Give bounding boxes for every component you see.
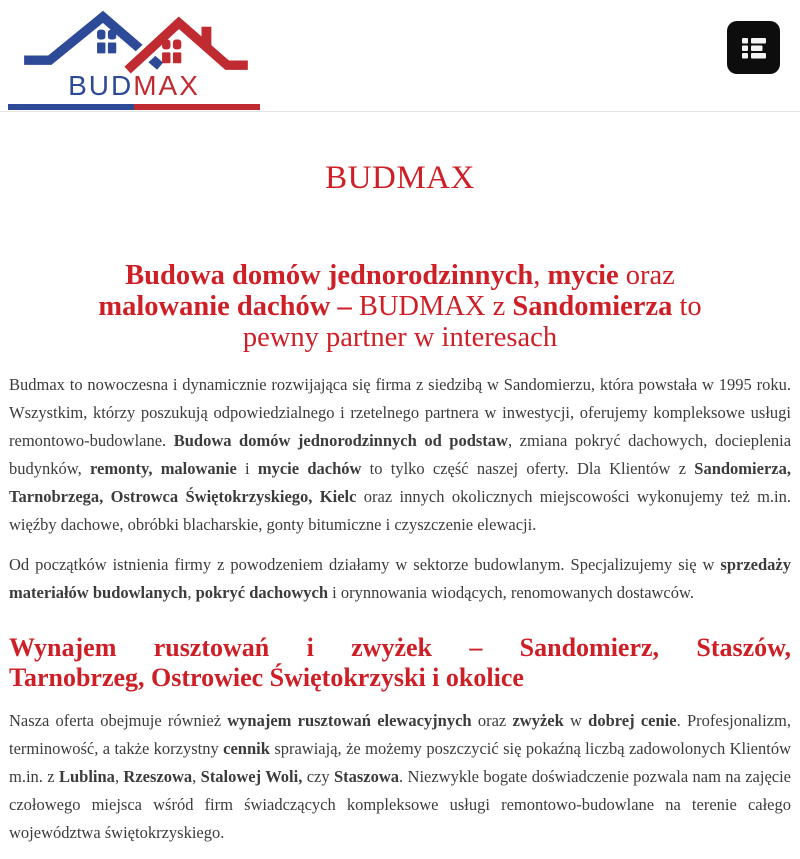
intro-paragraph: Budmax to nowoczesna i dynamicznie rozwijająca się firma z siedzibą w Sandomierzu, która powstała w 1995 roku. Wszystkim, którzy poszukują odpowiedzialnego i rzetelnego partnera w inwestycji, oferujemy kompleksowe usługi remontowo-budowlane. Budowa domów jednorodzinnych od podstaw, zmiana pokryć dachowych, docieplenia budynków, remonty, malowanie i mycie dachów to tylko część naszej oferty. Dla Klientów z Sandomierza, Tarnobrzega, Ostrowca Świętokrzyskiego, Kielc oraz innych okolicznych miejscowości wykonujemy też m.in. więźby dachowe, obróbki blacharskie, gonty bitumiczne i czyszczenie elewacji.	[9, 375, 792, 534]
logo-bar-red	[134, 104, 260, 110]
headline-line-3: pewny partner w interesach	[242, 322, 558, 353]
two-houses-icon	[18, 8, 250, 76]
rental-paragraph: Nasza oferta obejmuje również wynajem rusztowań elewacyjnych oraz zwyżek w dobrej cenie. Profesjonalizm, terminowość, a także korzystny cennik sprawiają, że możemy poszczycić się pokaźną liczbą zadowolonych Klientów m.in. z Lublina, Rzeszowa, Stalowej Woli, czy Staszowa. Niezwykle bogate doświadczenie pozwala nam na zajęcie czołowego miejsca wśród firm świadczących kompleksowe usługi remontowo-budowlane na terenie całego województwa świętokrzyskiego.	[9, 711, 791, 842]
headline-line-2: malowanie dachów – BUDMAX z Sandomierza to	[98, 291, 702, 322]
rental-heading-line-1: Wynajem rusztowań i zwyżek – Sandomierz, Staszów,	[9, 633, 791, 662]
page-title: BUDMAX	[325, 160, 475, 196]
sales-paragraph: Od początków istnienia firmy z powodzeniem działamy w sektorze budowlanym. Specjalizujemy się w sprzedaży materiałów budowlanych, pokryć dachowych i orynnowania wiodących, renomowanych dostawców.	[9, 555, 791, 602]
logo[interactable]	[8, 8, 260, 110]
main-headline	[40, 260, 760, 353]
rental-heading-line-2: Tarnobrzeg, Ostrowiec Świętokrzyski i okolice	[9, 662, 524, 692]
site-header	[0, 8, 800, 120]
headline-line-1: Budowa domów jednorodzinnych, mycie oraz	[125, 260, 675, 291]
logo-color-bar	[8, 104, 260, 110]
logo-bar-blue	[8, 104, 134, 110]
logo-wordmark-bud: BUD	[68, 70, 134, 101]
logo-wordmark-max: MAX	[133, 70, 200, 101]
rental-section-heading	[9, 633, 791, 692]
list-menu-icon	[740, 34, 768, 62]
menu-button[interactable]	[727, 21, 780, 74]
logo-wordmark	[8, 72, 260, 100]
header-divider	[0, 111, 800, 112]
main-content	[0, 158, 800, 847]
